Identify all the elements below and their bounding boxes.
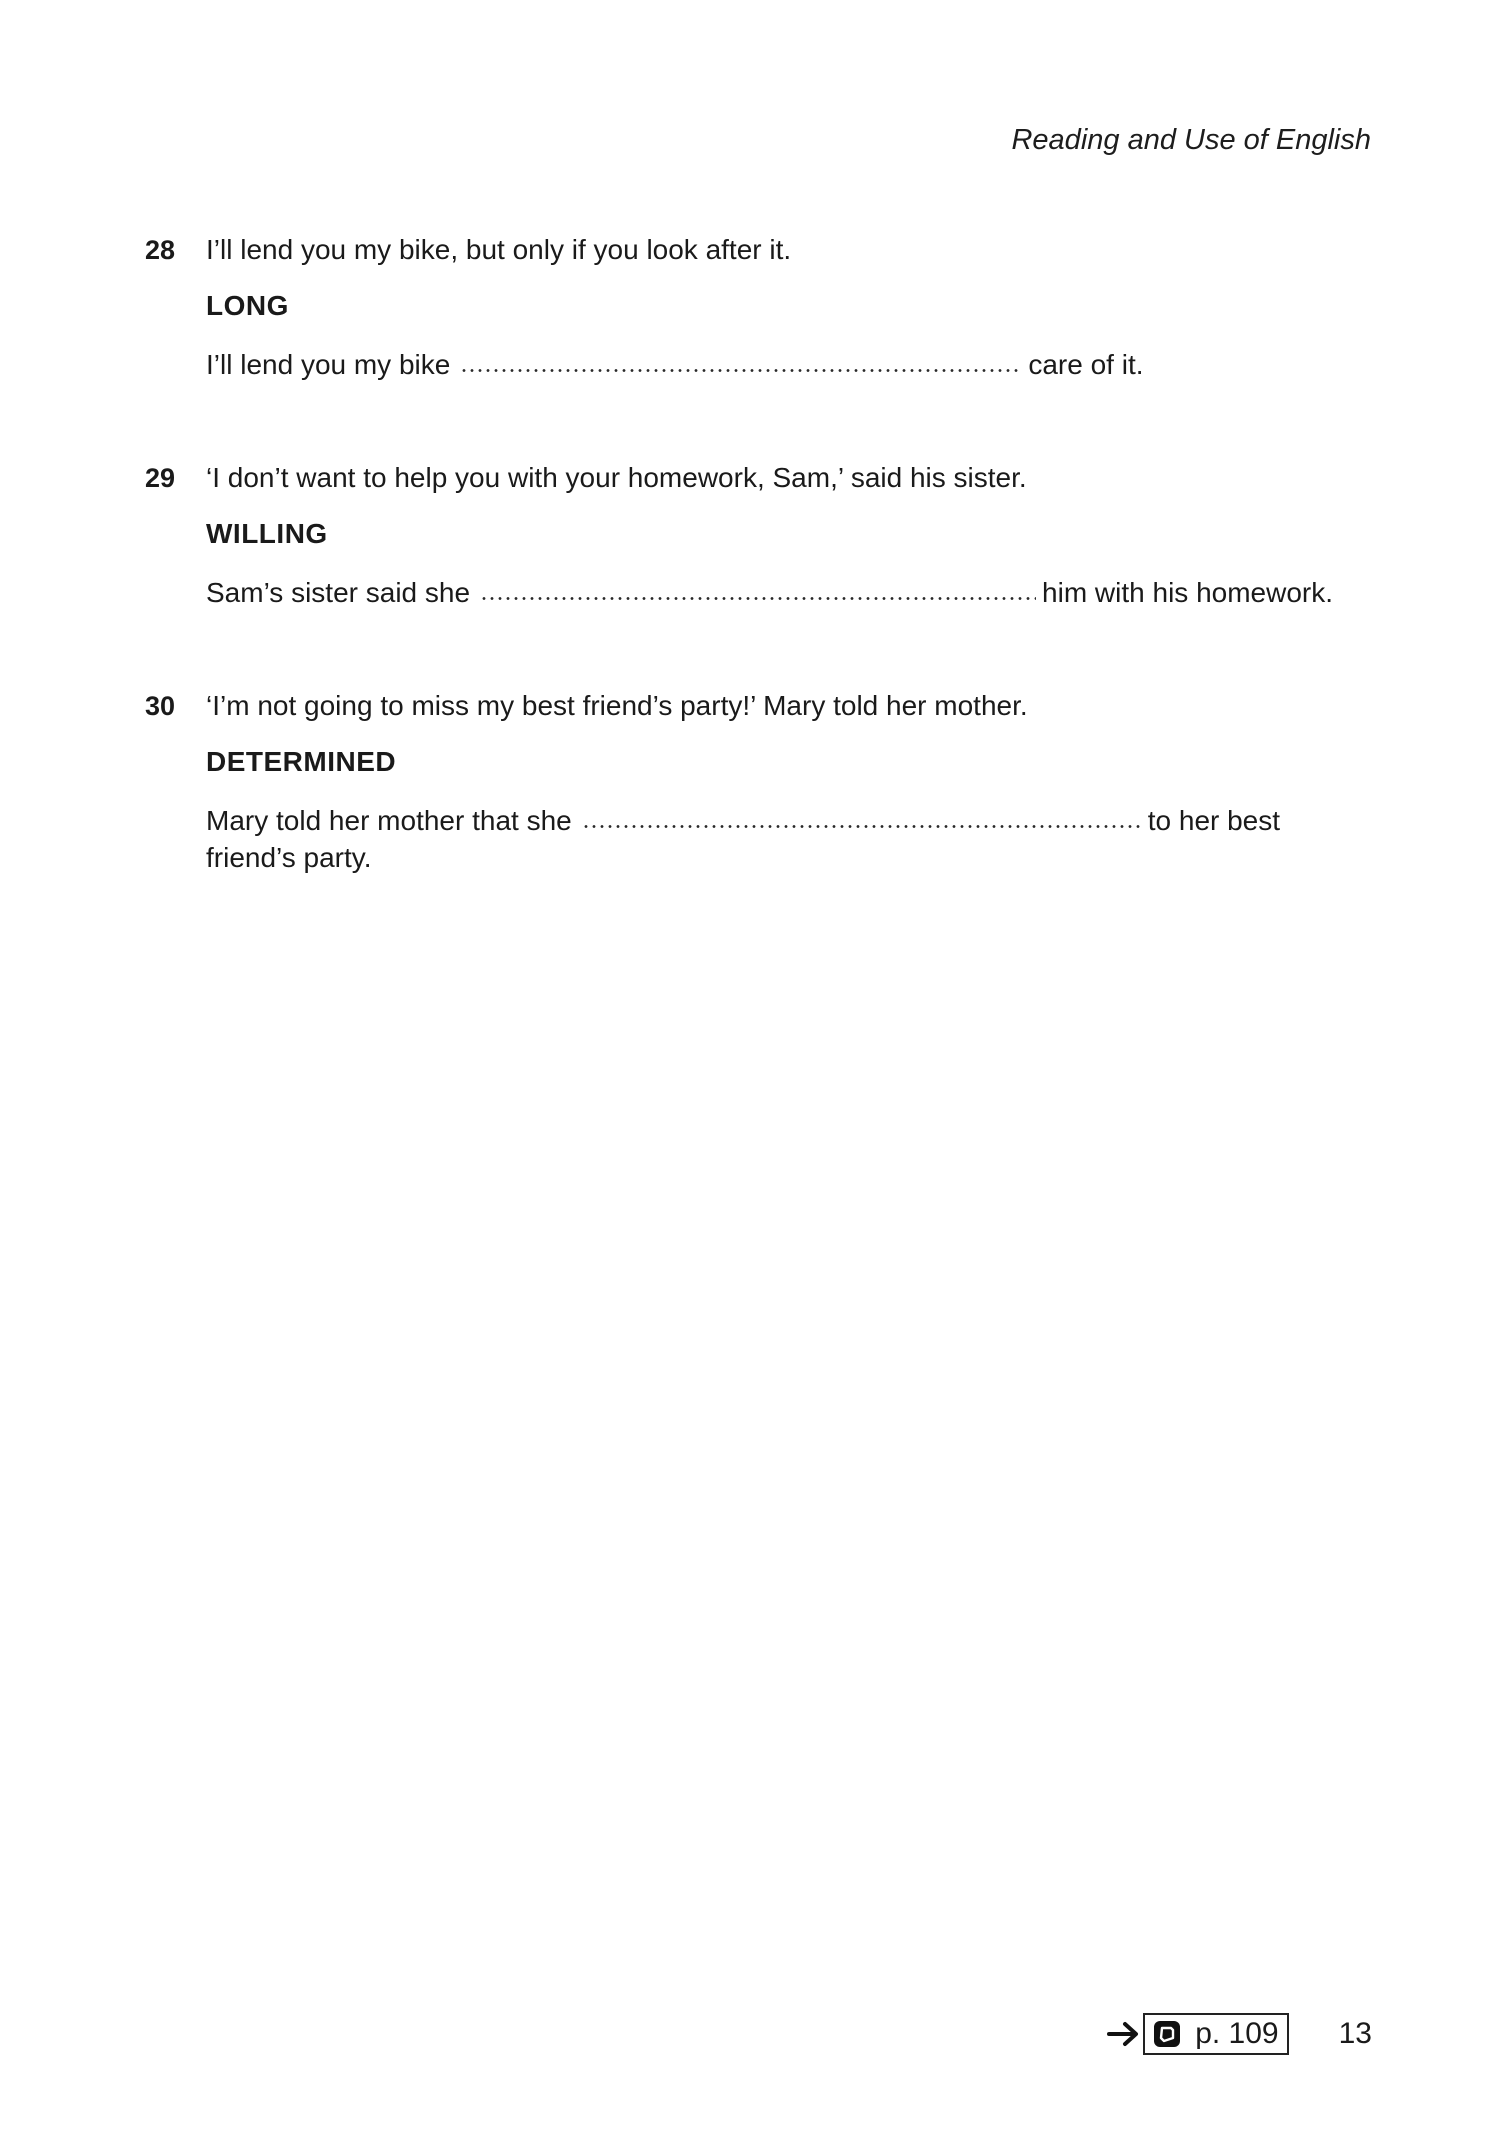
sentence-start: Mary told her mother that she — [206, 805, 572, 836]
page-footer — [1107, 2010, 1372, 2058]
question-keyword: LONG — [206, 290, 289, 321]
speaking-icon — [1153, 2020, 1181, 2048]
question-number: 28 — [145, 235, 176, 265]
sentence-end: to her best — [1147, 805, 1281, 836]
transformation-sentence — [206, 574, 1333, 612]
running-header: Reading and Use of English — [1011, 124, 1371, 156]
question-prompt: ‘I don’t want to help you with your homework, Sam,’ said his sister. — [206, 462, 1027, 493]
page-number: 13 — [1338, 2017, 1372, 2050]
sentence-start: I’ll lend you my bike — [206, 349, 451, 380]
right-arrow-icon — [1107, 2019, 1141, 2049]
answer-blank[interactable] — [460, 369, 1022, 372]
question-prompt: I’ll lend you my bike, but only if you look after it. — [206, 234, 792, 265]
question-number: 30 — [145, 691, 176, 721]
question-number: 29 — [145, 463, 176, 493]
page-reference: p. 109 — [1195, 2017, 1279, 2050]
question-keyword: WILLING — [206, 518, 328, 549]
question-prompt: ‘I’m not going to miss my best friend’s party!’ Mary told her mother. — [206, 690, 1028, 721]
page-reference-box[interactable] — [1143, 2013, 1288, 2055]
transformation-sentence — [206, 346, 1144, 384]
answer-blank[interactable] — [480, 597, 1036, 600]
sentence-end: care of it. — [1028, 349, 1144, 380]
sentence-continuation: friend’s party. — [206, 842, 372, 873]
transformation-sentence — [206, 802, 1280, 840]
question-keyword: DETERMINED — [206, 746, 397, 777]
sentence-end: him with his homework. — [1042, 577, 1334, 608]
sentence-start: Sam’s sister said she — [206, 577, 471, 608]
answer-blank[interactable] — [582, 825, 1142, 828]
